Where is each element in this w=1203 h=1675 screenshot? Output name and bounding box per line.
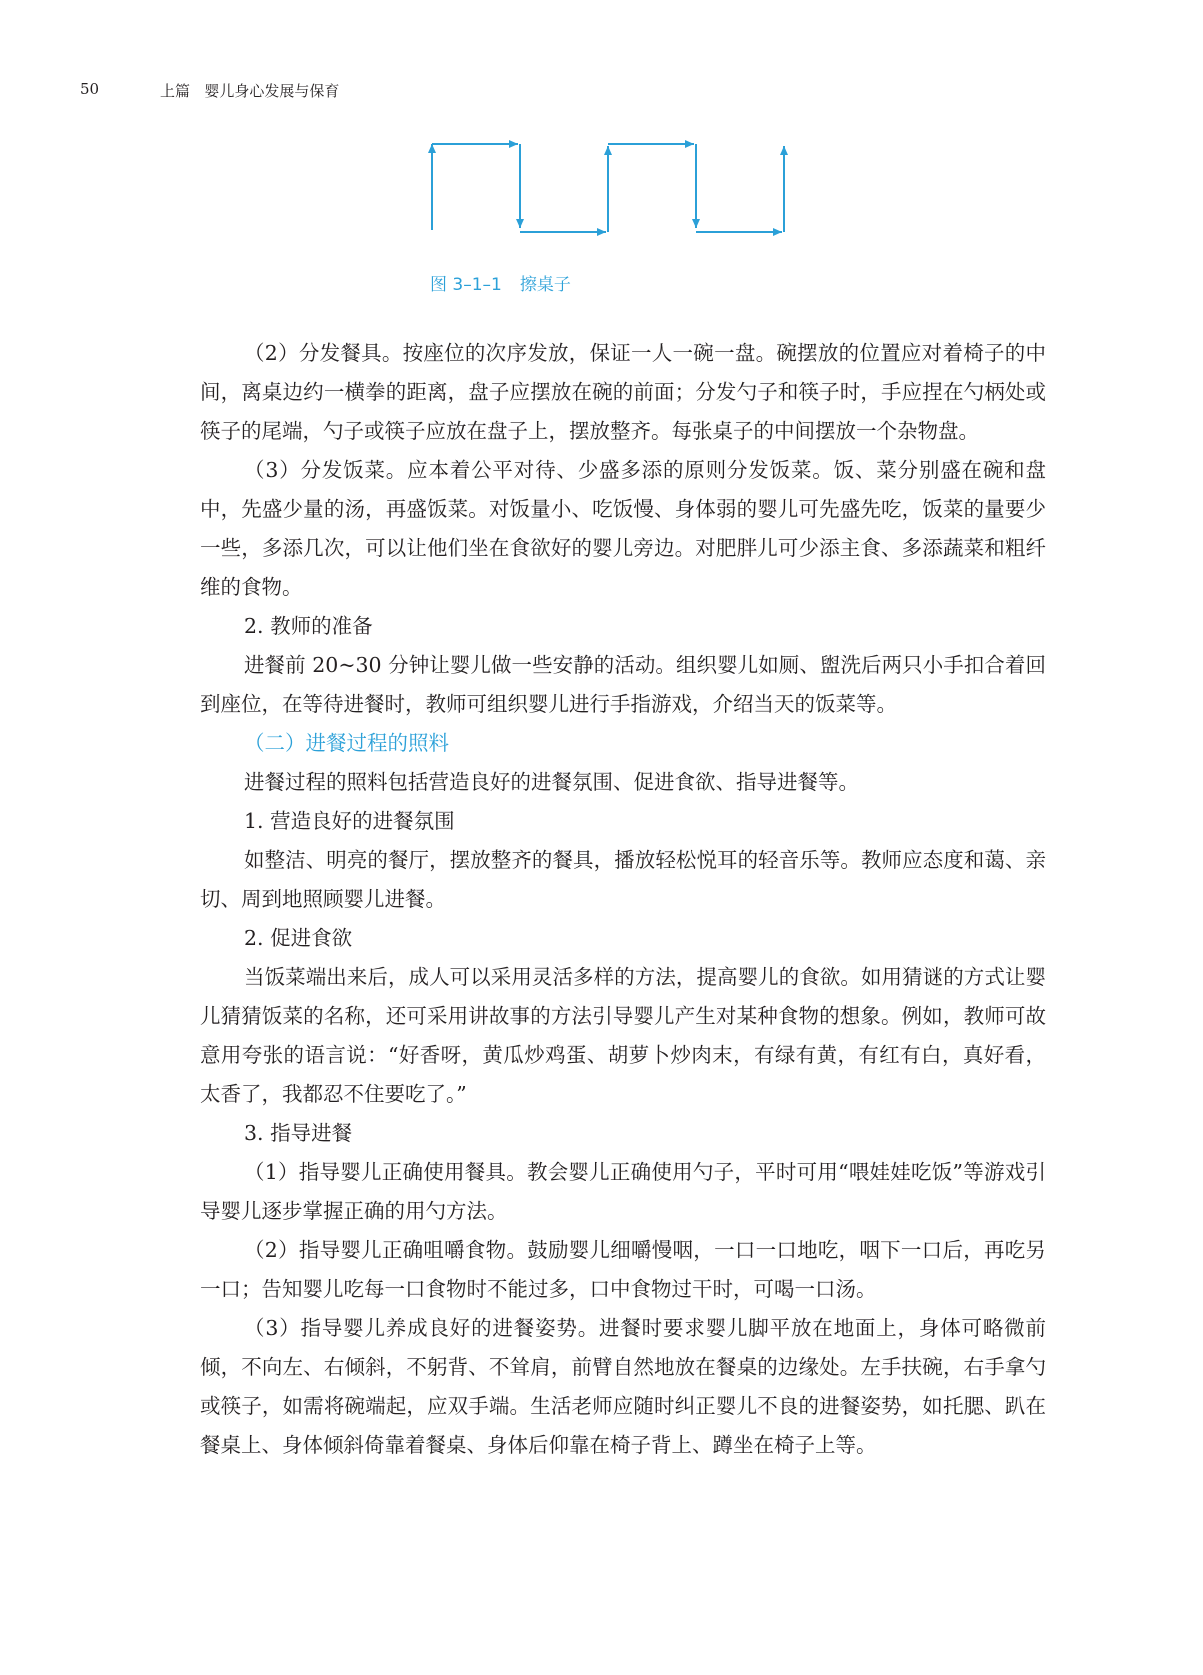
paragraph: （2）分发餐具。按座位的次序发放，保证一人一碗一盘。碗摆放的位置应对着椅子的中间，离桌边约一横拳的距离，盘子应摆放在碗的前面；分发勺子和筷子时，手应捏在勺柄处或筷子的尾端，勺子或筷子应放在盘子上，摆放整齐。每张桌子的中间摆放一个杂物盘。 [200, 341, 1046, 443]
subheading: 3. 指导进餐 [244, 1121, 353, 1145]
paragraph: 当饭菜端出来后，成人可以采用灵活多样的方法，提高婴儿的食欲。如用猜谜的方式让婴儿猜猜饭菜的名称，还可采用讲故事的方法引导婴儿产生对某种食物的想象。例如，教师可故意用夸张的语言说：“好香呀，黄瓜炒鸡蛋、胡萝卜炒肉末，有绿有黄，有红有白，真好看，太香了，我都忍不住要吃了。” [200, 965, 1046, 1106]
book-title: 婴儿身心发展与保育 [204, 82, 340, 100]
section-heading: （二）进餐过程的照料 [244, 731, 449, 755]
part-label: 上篇 [160, 82, 191, 100]
running-head [160, 80, 339, 101]
wiping-table-diagram [420, 138, 820, 238]
paragraph: 如整洁、明亮的餐厅，摆放整齐的餐具，播放轻松悦耳的轻音乐等。教师应态度和蔼、亲切、周到地照顾婴儿进餐。 [200, 848, 1046, 911]
body-text [200, 334, 1046, 1465]
figure-title: 擦桌子 [519, 275, 571, 295]
paragraph: （3）指导婴儿养成良好的进餐姿势。进餐时要求婴儿脚平放在地面上，身体可略微前倾，不向左、右倾斜，不躬背、不耸肩，前臂自然地放在餐桌的边缘处。左手扶碗，右手拿勺或筷子，如需将碗端起，应双手端。生活老师应随时纠正婴儿不良的进餐姿势，如托腮、趴在餐桌上、身体倾斜倚靠着餐桌、身体后仰靠在椅子背上、蹲坐在椅子上等。 [200, 1316, 1046, 1457]
paragraph: 进餐前 20~30 分钟让婴儿做一些安静的活动。组织婴儿如厕、盥洗后两只小手扣合着回到座位，在等待进餐时，教师可组织婴儿进行手指游戏，介绍当天的饭菜等。 [200, 653, 1046, 716]
paragraph: 进餐过程的照料包括营造良好的进餐氛围、促进食欲、指导进餐等。 [244, 770, 859, 794]
paragraph: （2）指导婴儿正确咀嚼食物。鼓励婴儿细嚼慢咽，一口一口地吃，咽下一口后，再吃另一口；告知婴儿吃每一口食物时不能过多，口中食物过干时，可喝一口汤。 [200, 1238, 1046, 1301]
subheading: 2. 教师的准备 [244, 614, 373, 638]
figure-number: 图 3–1–1 [430, 275, 502, 295]
subheading: 1. 营造良好的进餐氛围 [244, 809, 455, 833]
figure-caption [430, 270, 571, 295]
page-number: 50 [80, 80, 100, 98]
paragraph: （3）分发饭菜。应本着公平对待、少盛多添的原则分发饭菜。饭、菜分别盛在碗和盘中，先盛少量的汤，再盛饭菜。对饭量小、吃饭慢、身体弱的婴儿可先盛先吃，饭菜的量要少一些，多添几次，可以让他们坐在食欲好的婴儿旁边。对肥胖儿可少添主食、多添蔬菜和粗纤维的食物。 [200, 458, 1046, 599]
subheading: 2. 促进食欲 [244, 926, 353, 950]
paragraph: （1）指导婴儿正确使用餐具。教会婴儿正确使用勺子，平时可用“喂娃娃吃饭”等游戏引导婴儿逐步掌握正确的用勺方法。 [200, 1160, 1046, 1223]
